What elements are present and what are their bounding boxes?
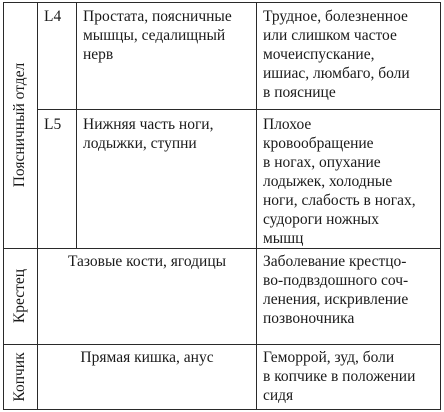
body-area-cell: Простата, поясничные мышцы, седалищный нерв	[83, 8, 232, 63]
row-divider	[37, 109, 441, 110]
table-border-right	[440, 2, 441, 410]
vertebra-label: L4	[44, 8, 62, 25]
symptoms-cell: Заболевание крестцо- во-подвздошного соч- ленения, искривление позвоночника	[263, 253, 409, 327]
table-border-top	[3, 2, 441, 3]
body-area-cell: Прямая кишка, анус	[80, 349, 214, 366]
column-divider	[76, 2, 77, 249]
body-area-cell: Тазовые кости, ягодицы	[67, 253, 227, 270]
symptoms-cell: Плохое кровообращение в ногах, опухание лодыжек, холодные ноги, слабость в ногах, судороги ножных мышц	[263, 116, 416, 247]
table-border-left	[3, 2, 4, 410]
column-divider	[256, 2, 257, 410]
section-label-coccyx: Копчик	[11, 352, 28, 402]
row-divider	[3, 344, 441, 345]
section-label-lumbar: Поясничный отдел	[11, 62, 28, 188]
section-label-sacrum: Крестец	[11, 268, 28, 324]
body-area-cell: Нижняя часть ноги, лодыжки, ступни	[83, 116, 214, 152]
table-border-bottom	[3, 409, 441, 410]
row-divider	[3, 248, 441, 249]
symptoms-cell: Трудное, болезненное или слишком частое мочеиспускание, ишиас, люмбаго, боли в пояснице	[263, 8, 410, 101]
vertebra-label: L5	[44, 116, 62, 133]
symptoms-cell: Геморрой, зуд, боли в копчике в положении сидя	[263, 349, 416, 404]
